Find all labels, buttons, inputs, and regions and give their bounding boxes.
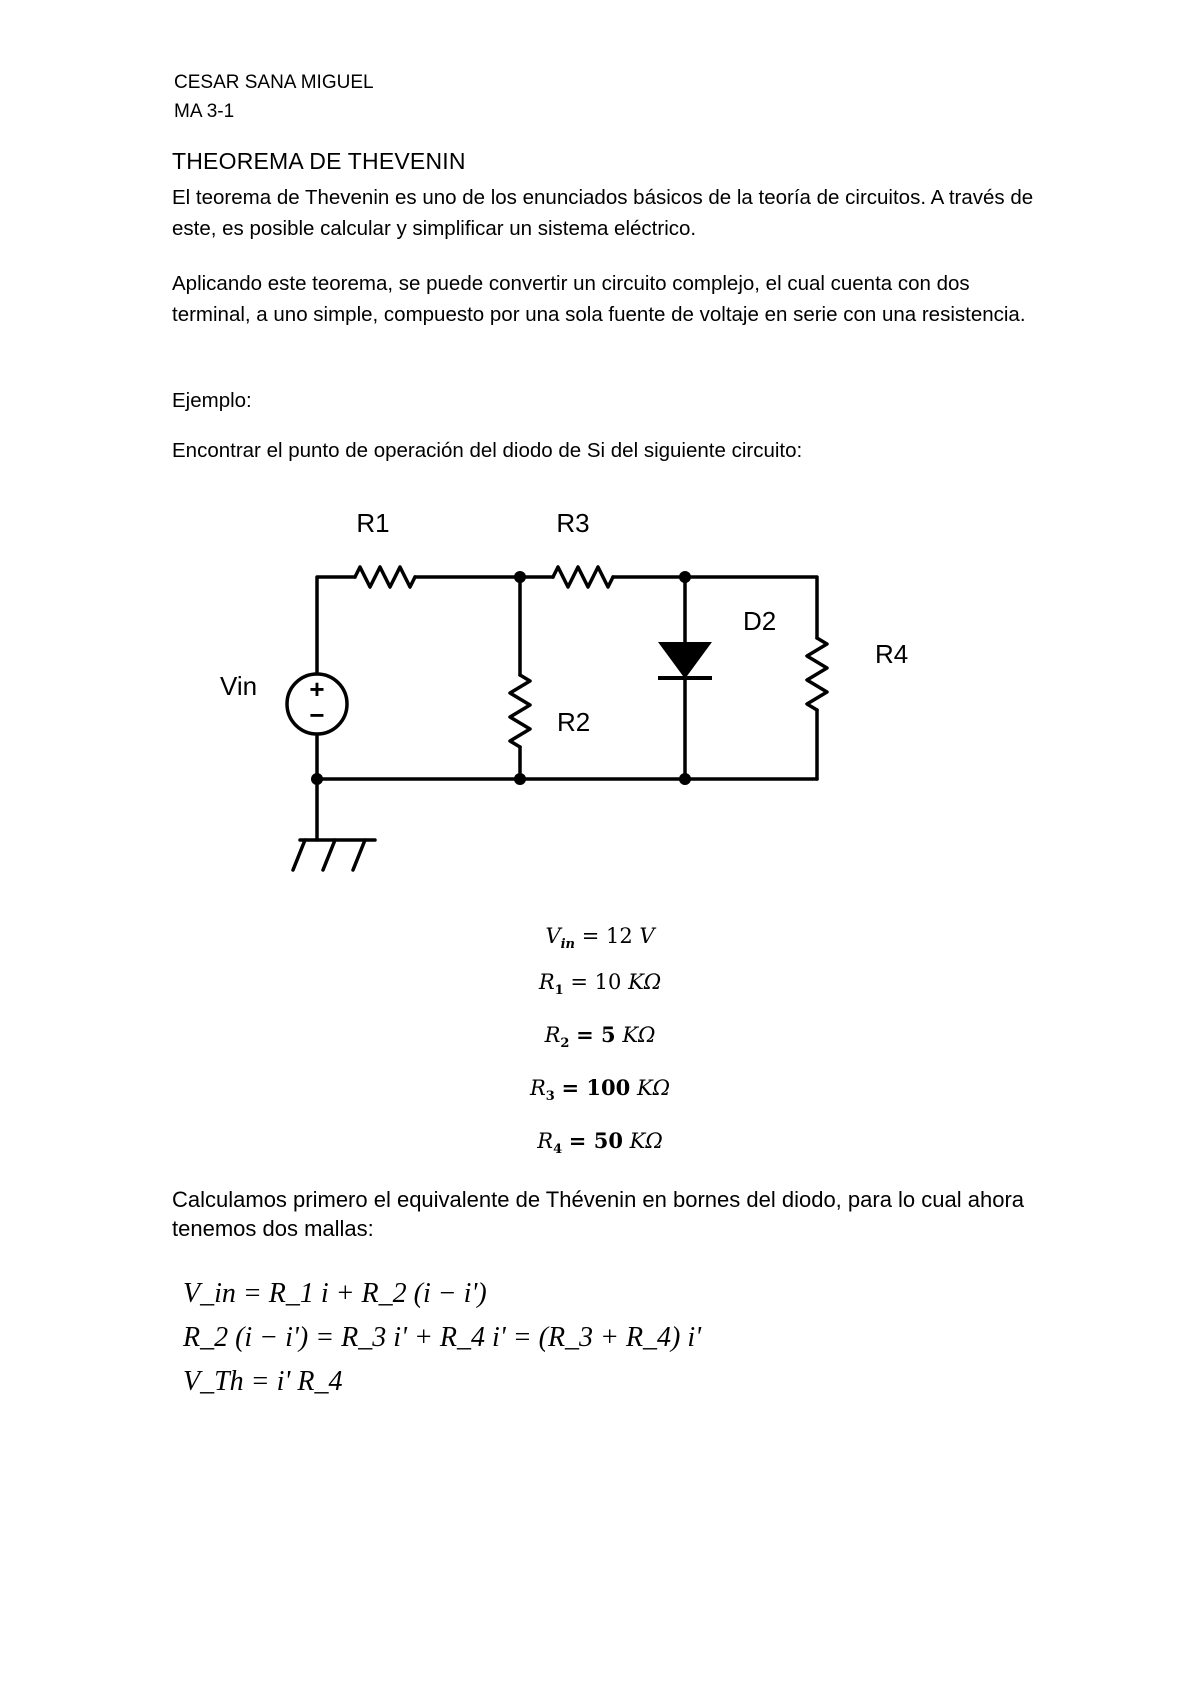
node-bottom-left	[311, 773, 323, 785]
label-r3: R3	[556, 508, 590, 538]
ground-hatch-3	[353, 840, 365, 870]
circuit-diagram	[195, 495, 955, 890]
value-vin: $V_{in} = 12$ V	[545, 924, 655, 953]
label-r4: R4	[875, 639, 909, 669]
value-r4: $R_4 = 50$ KΩ	[537, 1128, 663, 1158]
value-r2: $R_2 = 5$ KΩ	[544, 1022, 656, 1052]
task-paragraph: Encontrar el punto de operación del diodo de Si del siguiente circuito:	[172, 439, 803, 462]
value-r1: $R_1 = 10$ KΩ	[538, 970, 662, 999]
resistor-r2	[510, 675, 530, 747]
author-name: CESAR SANA MIGUEL	[174, 72, 374, 93]
label-d2: D2	[743, 606, 777, 636]
node-top-right	[679, 571, 691, 583]
label-vin: Vin	[220, 671, 258, 701]
node-bottom-mid	[514, 773, 526, 785]
resistor-r3	[553, 567, 613, 587]
label-r2: R2	[557, 707, 591, 737]
value-r3: $R_3 = 100$ KΩ	[529, 1075, 671, 1105]
node-top-left	[514, 571, 526, 583]
calc-paragraph: Calculamos primero el equivalente de Thévenin en bornes del diodo, para lo cual ahora tenemos dos mallas:	[172, 1187, 1025, 1241]
wire-r3-node	[613, 577, 817, 638]
page-title: THEOREMA DE THEVENIN	[172, 148, 466, 174]
label-r1: R1	[356, 508, 390, 538]
resistor-r4	[807, 638, 827, 710]
ground-hatch-1	[293, 840, 305, 870]
example-label: Ejemplo:	[172, 389, 252, 412]
ground-hatch-2	[323, 840, 335, 870]
apply-paragraph: Aplicando este teorema, se puede convertir un circuito complejo, el cual cuenta con dos terminal, a uno simple, compuesto por una sola fuente de voltaje en serie con una resistencia.	[172, 272, 1026, 326]
equation-1: V_in = R_1 i + R_2 (i − i')	[183, 1278, 487, 1309]
equation-2: R_2 (i − i') = R_3 i' + R_4 i' = (R_3 + R_4) i'	[183, 1322, 702, 1353]
node-bottom-right	[679, 773, 691, 785]
plus-sign: +	[309, 674, 325, 704]
diode-d2	[660, 643, 710, 677]
minus-sign: −	[309, 700, 325, 730]
group-code: MA 3-1	[174, 101, 235, 122]
resistor-r1	[355, 567, 415, 587]
equation-3: V_Th = i' R_4	[183, 1366, 343, 1397]
intro-paragraph: El teorema de Thevenin es uno de los enunciados básicos de la teoría de circuitos. A través de este, es posible calcular y simplificar un sistema eléctrico.	[172, 186, 1034, 240]
